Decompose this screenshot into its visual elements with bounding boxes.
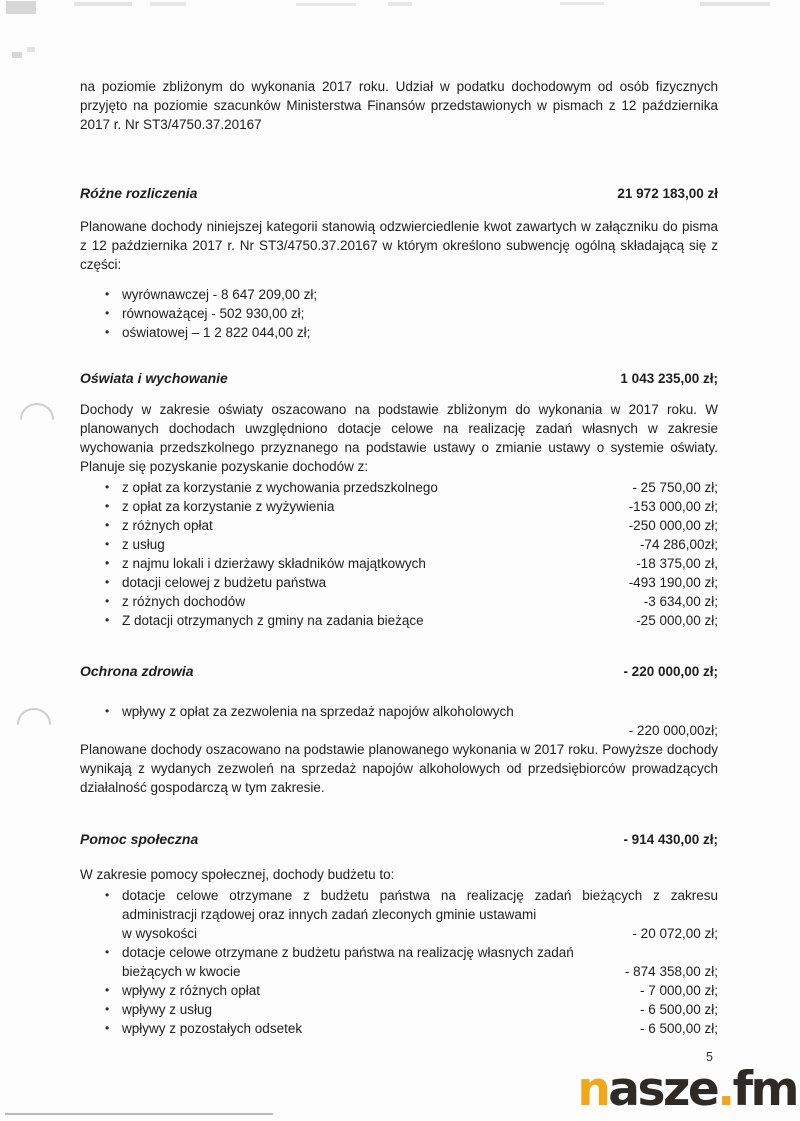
bullet-text: dotacje celowe otrzymane z budżetu państwa na realizację własnych zadań [122,945,574,960]
intro-paragraph: na poziomie zbliżonym do wykonania 2017 roku. Udział w podatku dochodowym od osób fizycznych przyjęto na poziomie szacunków Ministerstwa Finansów przedstawionych w pismach z 12 października 2017 r. Nr ST3/4750.37.20167 [80,79,718,132]
scan-artifact-speck [12,52,22,58]
bullet-label: wpływy z pozostałych odsetek [122,1021,303,1036]
scan-artifact-bottom-line [5,1113,273,1115]
bullet-label: z różnych opłat [122,518,213,533]
section-title: Różne rozliczenia [80,185,198,201]
bullet-icon: • [105,537,110,551]
list-item [80,554,718,573]
bullet-list-subwencje [80,285,718,342]
list-item [80,702,718,721]
section-amount: 1 043 235,00 zł; [620,371,718,386]
section-paragraph: Planowane dochody niniejszej kategorii stanowią odzwierciedlenie kwot zawartych w załączniku do pisma z 12 października 2017 r. Nr ST3/4750.37.20167 w którym określono subwencję ogólną składającą się z części: [80,219,718,272]
logo-text-fm: fm [732,1062,797,1117]
bullet-icon: • [105,704,110,718]
list-item [80,323,718,342]
bullet-tail: bieżących w kwocie [122,964,241,979]
bullet-icon: • [105,888,110,902]
bullet-label: dotacji celowej z budżetu państwa [122,575,327,590]
bullet-icon: • [105,556,110,570]
list-item [80,478,718,497]
bullet-amount: -3 634,00 zł; [643,594,718,609]
list-item [80,943,718,981]
bullet-list-oswiata-dochody [80,478,718,630]
bullet-icon: • [105,480,110,494]
logo-letter-n: n [577,1062,609,1117]
section-heading-ochrona-zdrowia [80,662,718,681]
bullet-label: z najmu lokali i dzierżawy składników majątkowych [122,556,426,571]
bullet-amount: -18 375,00 zł, [636,556,718,571]
list-item [80,497,718,516]
section-intro: W zakresie pomocy społecznej, dochody budżetu to: [80,867,395,882]
scan-artifact-arc [17,708,51,740]
bullet-amount: -25 000,00 zł; [636,613,718,628]
section-paragraph: Dochody w zakresie oświaty oszacowano na podstawie zbliżonym do wykonania w 2017 roku. W planowanych dochodach uwzględniono dotacje celowe na realizację zadań własnych w zakresie wychowania przedszkolnego przyznanego na podstawie ustawy o zmianie ustawy o systemie oświaty. Planuje się pozyskanie pozyskanie dochodów z: [80,402,718,474]
bullet-icon: • [105,1021,110,1035]
bullet-amount: -153 000,00 zł; [628,499,718,514]
bullet-label: z opłat za korzystanie z wychowania przedszkolnego [122,480,438,495]
bullet-icon: • [105,1002,110,1016]
bullet-label: wyrównawczej - 8 647 209,00 zł; [122,287,318,302]
section-title: Pomoc społeczna [80,831,199,847]
bullet-list-pomoc-spoleczna [80,886,718,1038]
list-item [80,304,718,323]
section-heading-rozne-rozliczenia [80,184,718,203]
bullet-amount: - 25 750,00 zł; [632,480,718,495]
list-item [80,285,718,304]
bullet-icon: • [105,613,110,627]
section-amount: - 914 430,00 zł; [623,832,718,847]
bullet-amount: -74 286,00zł; [639,537,718,552]
bullet-text: dotacje celowe otrzymane z budżetu państwa na realizację zadań bieżących z zakresu administracji rządowej oraz innych zadań zleconych gminie ustawami [122,888,718,922]
bullet-icon: • [105,499,110,513]
nasze-fm-watermark [577,1062,797,1117]
bullet-icon: • [105,287,110,301]
bullet-label: z różnych dochodów [122,594,246,609]
bullet-label: wpływy z różnych opłat [122,983,261,998]
bullet-amount: - 6 500,00 zł; [639,1002,718,1017]
bullet-label: wpływy z usług [122,1002,213,1017]
section-heading-pomoc-spoleczna [80,830,718,849]
bullet-icon: • [105,306,110,320]
logo-dot-icon: . [717,1062,733,1117]
bullet-amount: - 6 500,00 zł; [639,1021,718,1036]
section-heading-oswiata-i-wychowanie [80,369,718,388]
list-item [80,573,718,592]
list-item [80,592,718,611]
section-title: Oświata i wychowanie [80,370,228,386]
bullet-amount: -493 190,00 zł; [628,575,718,590]
bullet-label: z usług [122,537,165,552]
bullet-icon: • [105,983,110,997]
bullet-label: wpływy z opłat za zezwolenia na sprzedaż napojów alkoholowych [122,704,514,719]
section-amount: 21 972 183,00 zł [617,186,718,201]
bullet-label: oświatowej – 1 2 822 044,00 zł; [122,325,311,340]
list-item [80,981,718,1000]
list-item [80,886,718,943]
bullet-amount: -250 000,00 zł; [628,518,718,533]
scan-artifact-arc [20,403,54,435]
list-item [80,1000,718,1019]
standalone-amount: - 220 000,00zł; [628,723,718,738]
document-content [80,0,718,1038]
list-item [80,1019,718,1038]
section-paragraph: Planowane dochody oszacowano na podstawie planowanego wykonania w 2017 roku. Powyższe dochody wynikają z wydanych zezwoleń na sprzedaż napojów alkoholowych od przedsiębiorców prowadzących działalność gospodarczą w tym zakresie. [80,742,718,795]
bullet-icon: • [105,594,110,608]
bullet-icon: • [105,945,110,959]
bullet-tail: w wysokości [122,926,198,941]
bullet-icon: • [105,575,110,589]
list-item [80,535,718,554]
section-amount: - 220 000,00 zł; [623,664,718,679]
scan-artifact-speck [27,47,35,52]
scan-artifact-top-blob [6,1,36,14]
section-title: Ochrona zdrowia [80,663,194,679]
bullet-amount: - 20 072,00 zł; [632,926,718,941]
bullet-label: równoważącej - 502 930,00 zł; [122,306,305,321]
list-item [80,516,718,535]
list-item [80,611,718,630]
page-number: 5 [706,1050,713,1064]
logo-text-asze: asze [608,1062,718,1117]
bullet-icon: • [105,518,110,532]
bullet-icon: • [105,325,110,339]
bullet-amount: - 874 358,00 zł; [624,964,718,979]
bullet-label: Z dotacji otrzymanych z gminy na zadania bieżące [122,613,424,628]
bullet-label: z opłat za korzystanie z wyżywienia [122,499,335,514]
bullet-amount: - 7 000,00 zł; [639,983,718,998]
